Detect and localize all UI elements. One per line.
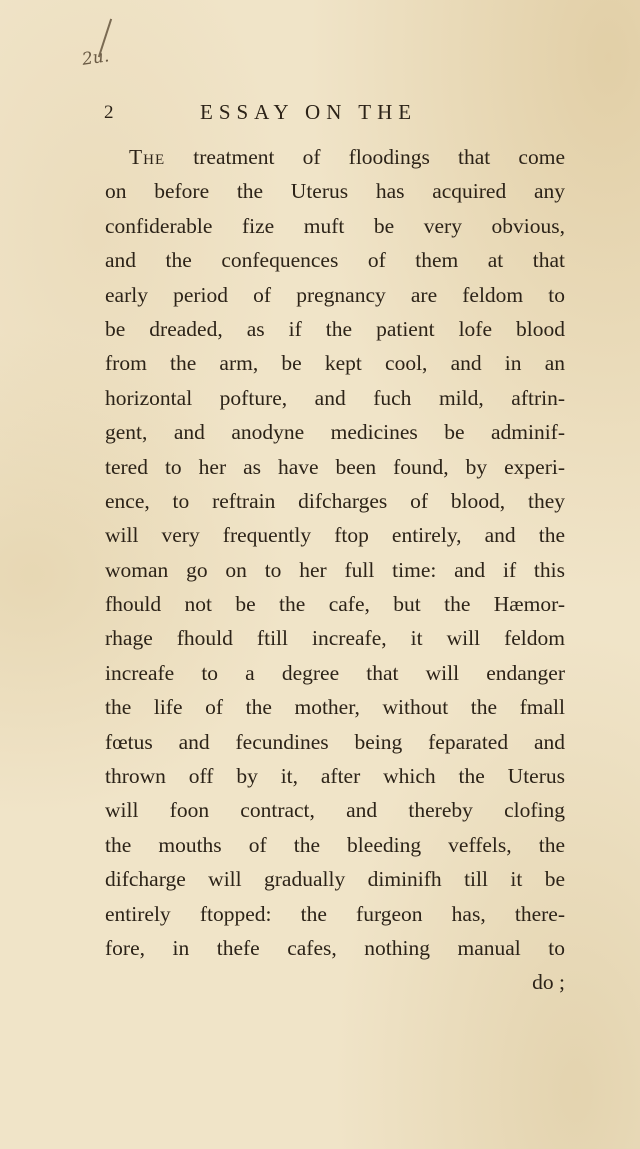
text-line: fhould not be the cafe, but the Hæmor-: [105, 592, 565, 617]
text-line: be dreaded, as if the patient lofe blood: [105, 316, 565, 341]
handwritten-marginalia: 2u.: [80, 46, 111, 70]
catchword: do ;: [532, 970, 565, 995]
text-line: thrown off by it, after which the Uterus: [105, 764, 565, 789]
page-number: 2: [104, 102, 114, 123]
body-text: [105, 140, 565, 1000]
running-head: [104, 102, 524, 130]
text-line: fore, in thefe cafes, nothing manual to: [105, 935, 565, 960]
header-title: ESSAY ON THE: [200, 100, 418, 124]
text-line: will foon contract, and thereby clofing: [105, 798, 565, 823]
text-line: ence, to reftrain difcharges of blood, they: [105, 488, 565, 513]
text-line: and the confequences of them at that: [105, 248, 565, 273]
text-line: early period of pregnancy are feldom to: [105, 282, 565, 307]
text-line: from the arm, be kept cool, and in an: [105, 351, 565, 376]
text-line: [105, 140, 565, 174]
text-line: difcharge will gradually diminifh till it be: [105, 867, 565, 892]
text-line: entirely ftopped: the furgeon has, there-: [105, 901, 565, 926]
text-line-content: treatment of floodings that come: [165, 145, 565, 169]
text-line: increafe to a degree that will endanger: [105, 660, 565, 685]
text-line: woman go on to her full time: and if this: [105, 557, 565, 582]
text-line: will very frequently ftop entirely, and the: [105, 523, 565, 548]
text-line: horizontal pofture, and fuch mild, aftrin-: [105, 385, 565, 410]
text-line: fœtus and fecundines being feparated and: [105, 729, 565, 754]
text-line: gent, and anodyne medicines be adminif-: [105, 420, 565, 445]
text-line: rhage fhould ftill increafe, it will feldom: [105, 626, 565, 651]
text-line: the mouths of the bleeding veffels, the: [105, 832, 565, 857]
text-line: on before the Uterus has acquired any: [105, 179, 565, 204]
first-word: The: [129, 145, 166, 169]
text-line: tered to her as have been found, by experi-: [105, 454, 565, 479]
text-line: confiderable fize muft be very obvious,: [105, 213, 565, 238]
text-line: the life of the mother, without the fmall: [105, 695, 565, 720]
